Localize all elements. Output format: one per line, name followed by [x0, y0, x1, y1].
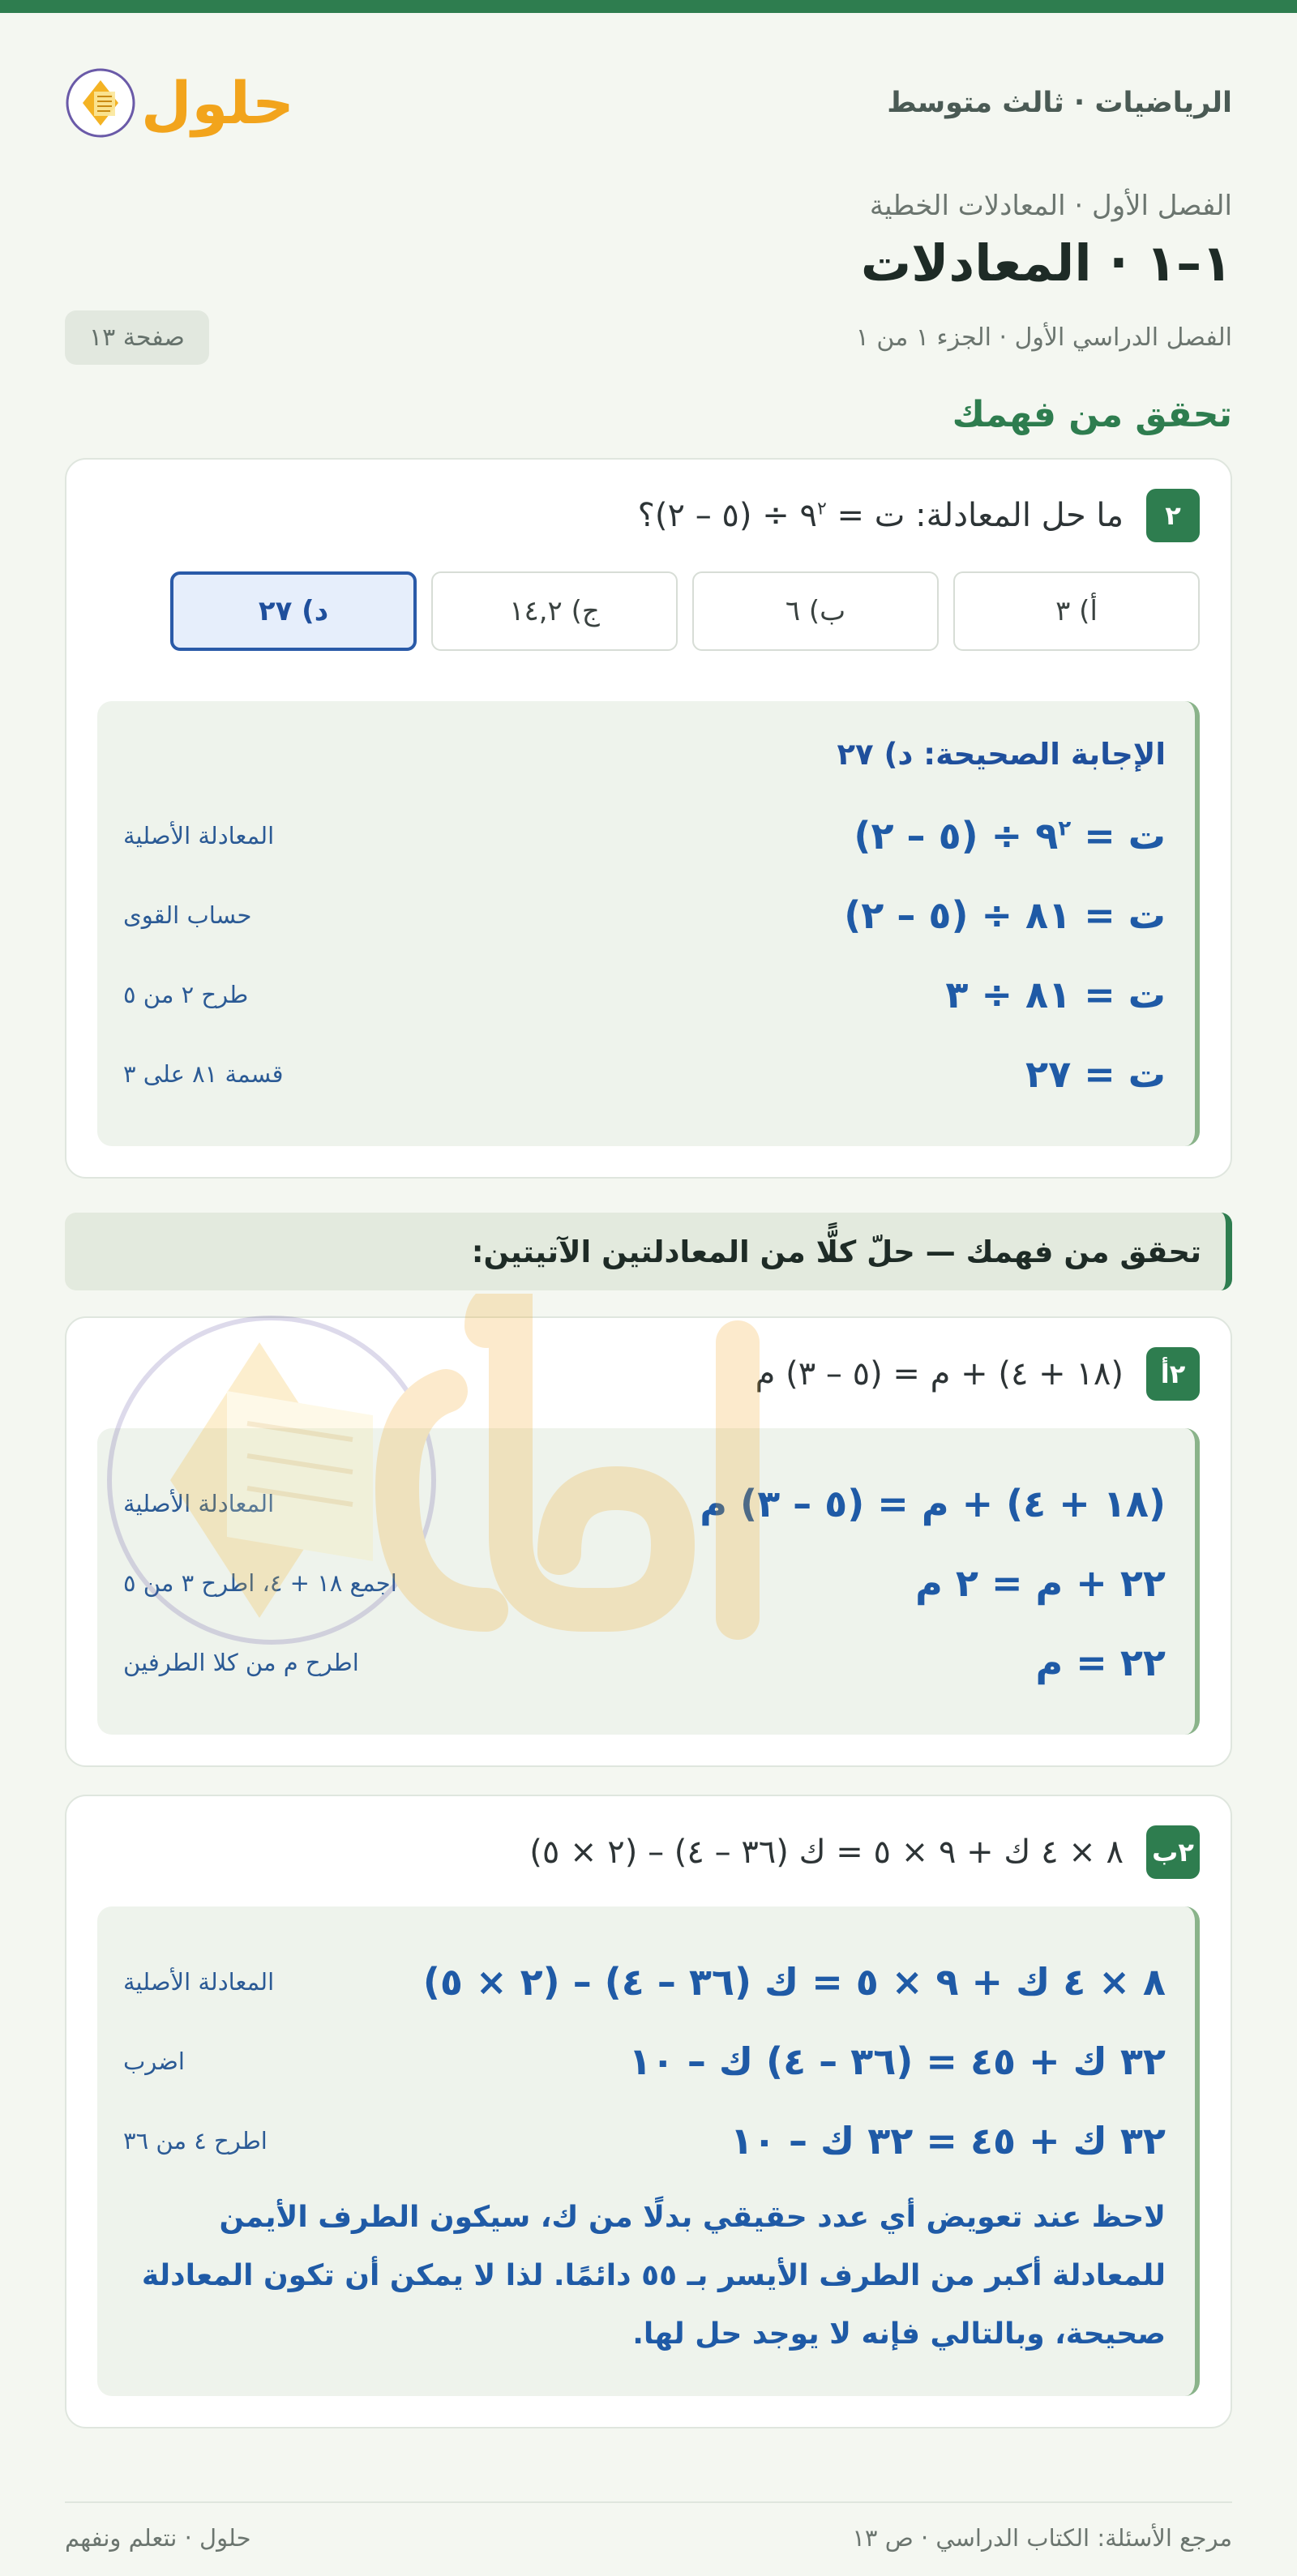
solution-step — [123, 1034, 1166, 1114]
header-row — [65, 13, 1232, 193]
question-2-card — [65, 458, 1232, 1179]
section-banner: تحقق من فهمك — حلّ كلًّا من المعادلتين الآتيتين: — [65, 1213, 1232, 1290]
step-note: طرح ٢ من ٥ — [123, 981, 249, 1008]
step-eq-start: ت = ٩ — [1035, 814, 1166, 858]
step-eq-exponent: ٢ — [1058, 816, 1072, 841]
page — [0, 13, 1297, 2576]
page-number-badge: صفحة ١٣ — [65, 310, 209, 365]
footer — [65, 2501, 1232, 2552]
subject-label: الرياضيات · ثالث متوسط — [887, 87, 1232, 119]
section-heading: تحقق من فهمك — [952, 394, 1232, 435]
question-number: ٢ — [1146, 489, 1200, 542]
question-text: ٨ × ٤ ك + ٩ × ٥ = ك (٣٦ – ٤) – (٢ × ٥) — [529, 1834, 1124, 1871]
footer-reference: مرجع الأسئلة: الكتاب الدراسي · ص ١٣ — [852, 2524, 1232, 2552]
question-text-end: ÷ (٥ – ٢)؟ — [637, 497, 800, 534]
solution-step — [123, 2022, 1166, 2101]
step-equation: ٢٢ = م — [1035, 1641, 1166, 1684]
answer-options — [97, 571, 1200, 651]
step-equation: ت = ٢٧ — [1025, 1052, 1166, 1096]
lesson-title: ١–١ · المعادلات — [860, 233, 1232, 293]
step-note: اطرح م من كلا الطرفين — [123, 1649, 359, 1676]
step-equation: ٨ × ٤ ك + ٩ × ٥ = ك (٣٦ – ٤) – (٢ × ٥) — [422, 1960, 1166, 2004]
option-a[interactable]: أ) ٣ — [953, 571, 1200, 651]
option-c[interactable]: ج) ١٤,٢ — [431, 571, 678, 651]
step-equation: ت = ٨١ ÷ (٥ – ٢) — [844, 893, 1166, 937]
solution-step — [123, 1464, 1166, 1543]
option-d-correct[interactable]: د) ٢٧ — [170, 571, 417, 651]
correct-answer-line: الإجابة الصحيحة: د) ٢٧ — [837, 737, 1166, 772]
brand-logo[interactable] — [65, 67, 294, 139]
step-note: قسمة ٨١ على ٣ — [123, 1060, 284, 1088]
step-equation: ٣٢ ك + ٤٥ = ٣٢ ك – ١٠ — [730, 2119, 1166, 2163]
question-row — [97, 489, 1200, 542]
step-equation — [854, 814, 1166, 858]
question-2b-card — [65, 1795, 1232, 2428]
meta-row — [65, 310, 1232, 365]
step-equation: ٢٢ + م = ٢ م — [915, 1561, 1166, 1605]
solution-step — [123, 955, 1166, 1034]
step-note: المعادلة الأصلية — [123, 1968, 275, 1996]
solution-panel — [97, 1428, 1200, 1735]
step-eq-end: ÷ (٥ – ٢) — [854, 814, 1036, 858]
question-number: ٢أ — [1146, 1347, 1200, 1401]
question-text — [638, 497, 1124, 534]
step-note: المعادلة الأصلية — [123, 1490, 275, 1517]
solution-note: لاحظ عند تعويض أي عدد حقيقي بدلًا من ك، سيكون الطرف الأيمن للمعادلة أكبر من الطرف الأيسر بـ ٥٥ دائمًا. لذا لا يمكن أن تكون المعادلة صحيحة، وبالتالي فإنه لا يوجد حل لها. — [141, 2201, 1166, 2351]
question-2a-card — [65, 1316, 1232, 1767]
solution-step — [123, 875, 1166, 955]
step-note: المعادلة الأصلية — [123, 822, 275, 849]
solution-step — [123, 1623, 1166, 1702]
step-equation: (١٨ + ٤) + م = (٥ – ٣) م — [700, 1482, 1166, 1525]
question-row — [97, 1825, 1200, 1879]
question-row — [97, 1347, 1200, 1401]
step-note: حساب القوى — [123, 901, 252, 929]
solution-step — [123, 796, 1166, 875]
step-equation: ت = ٨١ ÷ ٣ — [945, 973, 1166, 1016]
question-number: ٢ب — [1146, 1825, 1200, 1879]
step-equation: ٣٢ ك + ٤٥ = (٣٦ – ٤) ك – ١٠ — [628, 2039, 1166, 2083]
solution-step — [123, 1543, 1166, 1623]
step-note: اطرح ٤ من ٣٦ — [123, 2127, 268, 2155]
brand-name: حلول — [141, 69, 294, 137]
question-exponent: ٢ — [816, 499, 827, 520]
step-note: اجمع ١٨ + ٤، اطرح ٣ من ٥ — [123, 1569, 397, 1597]
semester-label: الفصل الدراسي الأول · الجزء ١ من ١ — [855, 323, 1232, 352]
solution-step — [123, 1942, 1166, 2022]
book-logo-icon — [65, 67, 136, 139]
question-text: (١٨ + ٤) + م = (٥ – ٣) م — [755, 1355, 1124, 1393]
solution-panel — [97, 1906, 1200, 2396]
solution-step — [123, 2101, 1166, 2180]
chapter-label: الفصل الأول · المعادلات الخطية — [869, 190, 1232, 222]
question-text-start: ما حل المعادلة: ت = ٩ — [799, 497, 1124, 534]
option-b[interactable]: ب) ٦ — [692, 571, 939, 651]
footer-tagline: حلول · نتعلم ونفهم — [65, 2524, 251, 2552]
step-note: اضرب — [123, 2048, 185, 2075]
solution-panel — [97, 701, 1200, 1146]
